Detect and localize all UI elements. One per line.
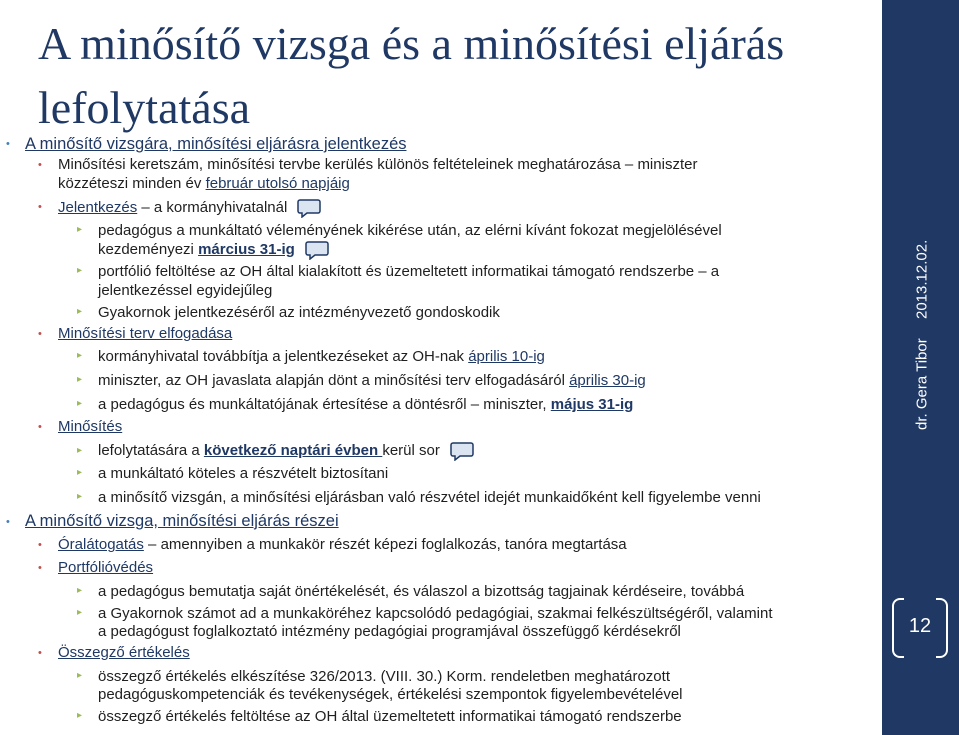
triangle-bullet-icon: ▸ [77, 670, 83, 681]
page-number [890, 598, 950, 654]
working-time-line: a minősítő vizsgán, a minősítési eljárásban való részvétel idejét munkaidőként kell figyelembe venni [98, 489, 761, 506]
triangle-bullet-icon: ▸ [77, 607, 83, 618]
notification-text: a pedagógus és munkáltatójának értesítése a döntésről – miniszter, [98, 396, 551, 413]
summary-prepare-line: összegző értékelés elkészítése 326/2013. (VIII. 30.) Korm. rendeletben meghatározott [98, 668, 670, 685]
forward-text: kormányhivatal továbbítja a jelentkezéseket az OH-nak [98, 348, 469, 365]
triangle-bullet-icon: ▸ [77, 710, 83, 721]
right-brace-icon [936, 598, 948, 658]
quota-deadline-text: közzéteszi minden év [58, 175, 206, 192]
bullet-icon: • [38, 159, 42, 171]
bullet-icon: • [6, 516, 10, 528]
plan-approval-heading [58, 325, 232, 343]
quota-deadline-line [58, 175, 350, 193]
heading-registration [25, 135, 407, 153]
summary-prepare-line-2: pedagóguskompetenciák és tevékenységek, értékelési szempontok figyelembevételével [98, 686, 683, 703]
notification-date: május 31-ig [550, 396, 634, 413]
employer-line: a munkáltató köteles a részvételt biztosítani [98, 465, 389, 482]
bullet-icon: • [38, 539, 42, 551]
teacher-request-date: március 31-ig [198, 240, 295, 258]
heading-parts [25, 512, 339, 530]
intern-line: Gyakornok jelentkezéséről az intézményvezető gondoskodik [98, 304, 500, 321]
minister-decision-line [98, 372, 646, 390]
quota-deadline-date: február utolsó napjáig [205, 175, 350, 192]
teacher-request-deadline-line [98, 240, 329, 260]
triangle-bullet-icon: ▸ [77, 585, 83, 596]
date-label: 2013.12.02. [913, 240, 931, 320]
triangle-bullet-icon: ▸ [77, 265, 83, 276]
heading-parts-text: A minősítő vizsga, minősítési eljárás részei [25, 512, 339, 530]
portfolio-upload-line: portfólió feltöltése az OH által kialakított és üzemeltetett informatikai támogató rendszerbe – a [98, 263, 720, 280]
intern-report-line-2: a pedagógust foglalkoztató intézmény pedagógiai programjával összefüggő kérdésekről [98, 623, 681, 640]
heading-registration-text: A minősítő vizsgára, minősítési eljárásra jelentkezés [25, 135, 407, 153]
portfolio-defense-label: Portfólióvédés [58, 559, 154, 576]
triangle-bullet-icon: ▸ [77, 306, 83, 317]
self-evaluation-line: a pedagógus bemutatja saját önértékelését, és válaszol a bizottság tagjainak kérdéseire, továbbá [98, 583, 745, 600]
page-number-label: 12 [908, 614, 932, 637]
summary-upload-line: összegző értékelés feltöltése az OH által üzemeltetett informatikai támogató rendszerbe [98, 708, 682, 725]
slide-title: A minősítő vizsga és a minősítési eljárás lefolytatása [38, 18, 785, 133]
registration-rest: – a kormányhivatalnál [137, 198, 288, 216]
minister-decision-text: miniszter, az OH javaslata alapján dönt a minősítési terv elfogadásáról [98, 372, 570, 389]
registration-label: Jelentkezés [58, 198, 138, 216]
sidebar-text [899, 240, 945, 430]
bullet-icon: • [38, 328, 42, 340]
next-year-post: kerül sor [382, 441, 440, 459]
forward-date: április 10-ig [468, 348, 545, 365]
portfolio-defense-heading [58, 559, 153, 577]
bullet-icon: • [38, 647, 42, 659]
comment-icon[interactable] [450, 441, 474, 461]
triangle-bullet-icon: ▸ [77, 398, 83, 409]
summary-label: Összegző értékelés [58, 644, 190, 661]
quota-line: Minősítési keretszám, minősítési tervbe kerülés különös feltételeinek meghatározása – miniszter [58, 156, 698, 173]
bullet-icon: • [38, 562, 42, 574]
qualification-heading [58, 418, 122, 436]
bullet-icon: • [38, 421, 42, 433]
triangle-bullet-icon: ▸ [77, 374, 83, 385]
intern-report-line: a Gyakornok számot ad a munkaköréhez kapcsolódó pedagógiai, szakmai felkészültségéről, valamint [98, 605, 773, 622]
next-year-highlight: következő naptári évben [203, 441, 383, 459]
triangle-bullet-icon: ▸ [77, 467, 83, 478]
class-visit-rest: – amennyiben a munkakör részét képezi foglalkozás, tanóra megtartása [143, 536, 627, 553]
triangle-bullet-icon: ▸ [77, 224, 83, 235]
plan-approval-label: Minősítési terv elfogadása [58, 325, 233, 342]
summary-heading [58, 644, 190, 662]
qualification-label: Minősítés [58, 418, 123, 435]
triangle-bullet-icon: ▸ [77, 445, 83, 456]
teacher-request-line: pedagógus a munkáltató véleményének kikérése után, az elérni kívánt fokozat megjelölésével [98, 222, 722, 239]
next-year-text: lefolytatására a [98, 441, 204, 459]
bullet-icon: • [6, 138, 10, 150]
minister-decision-date: április 30-ig [569, 372, 646, 389]
forward-line [98, 348, 545, 366]
notification-line [98, 396, 633, 414]
triangle-bullet-icon: ▸ [77, 350, 83, 361]
comment-icon[interactable] [297, 198, 321, 218]
left-brace-icon [892, 598, 904, 658]
next-year-line [98, 441, 474, 461]
comment-icon[interactable] [305, 240, 329, 260]
bullet-icon: • [38, 201, 42, 213]
class-visit-label: Óralátogatás [58, 536, 144, 553]
author-label: dr. Gera Tibor [913, 338, 931, 430]
portfolio-upload-line-2: jelentkezéssel egyidejűleg [98, 282, 273, 299]
class-visit-line [58, 536, 627, 554]
triangle-bullet-icon: ▸ [77, 491, 83, 502]
registration-line [58, 198, 321, 218]
teacher-request-text: kezdeményezi [98, 240, 199, 258]
